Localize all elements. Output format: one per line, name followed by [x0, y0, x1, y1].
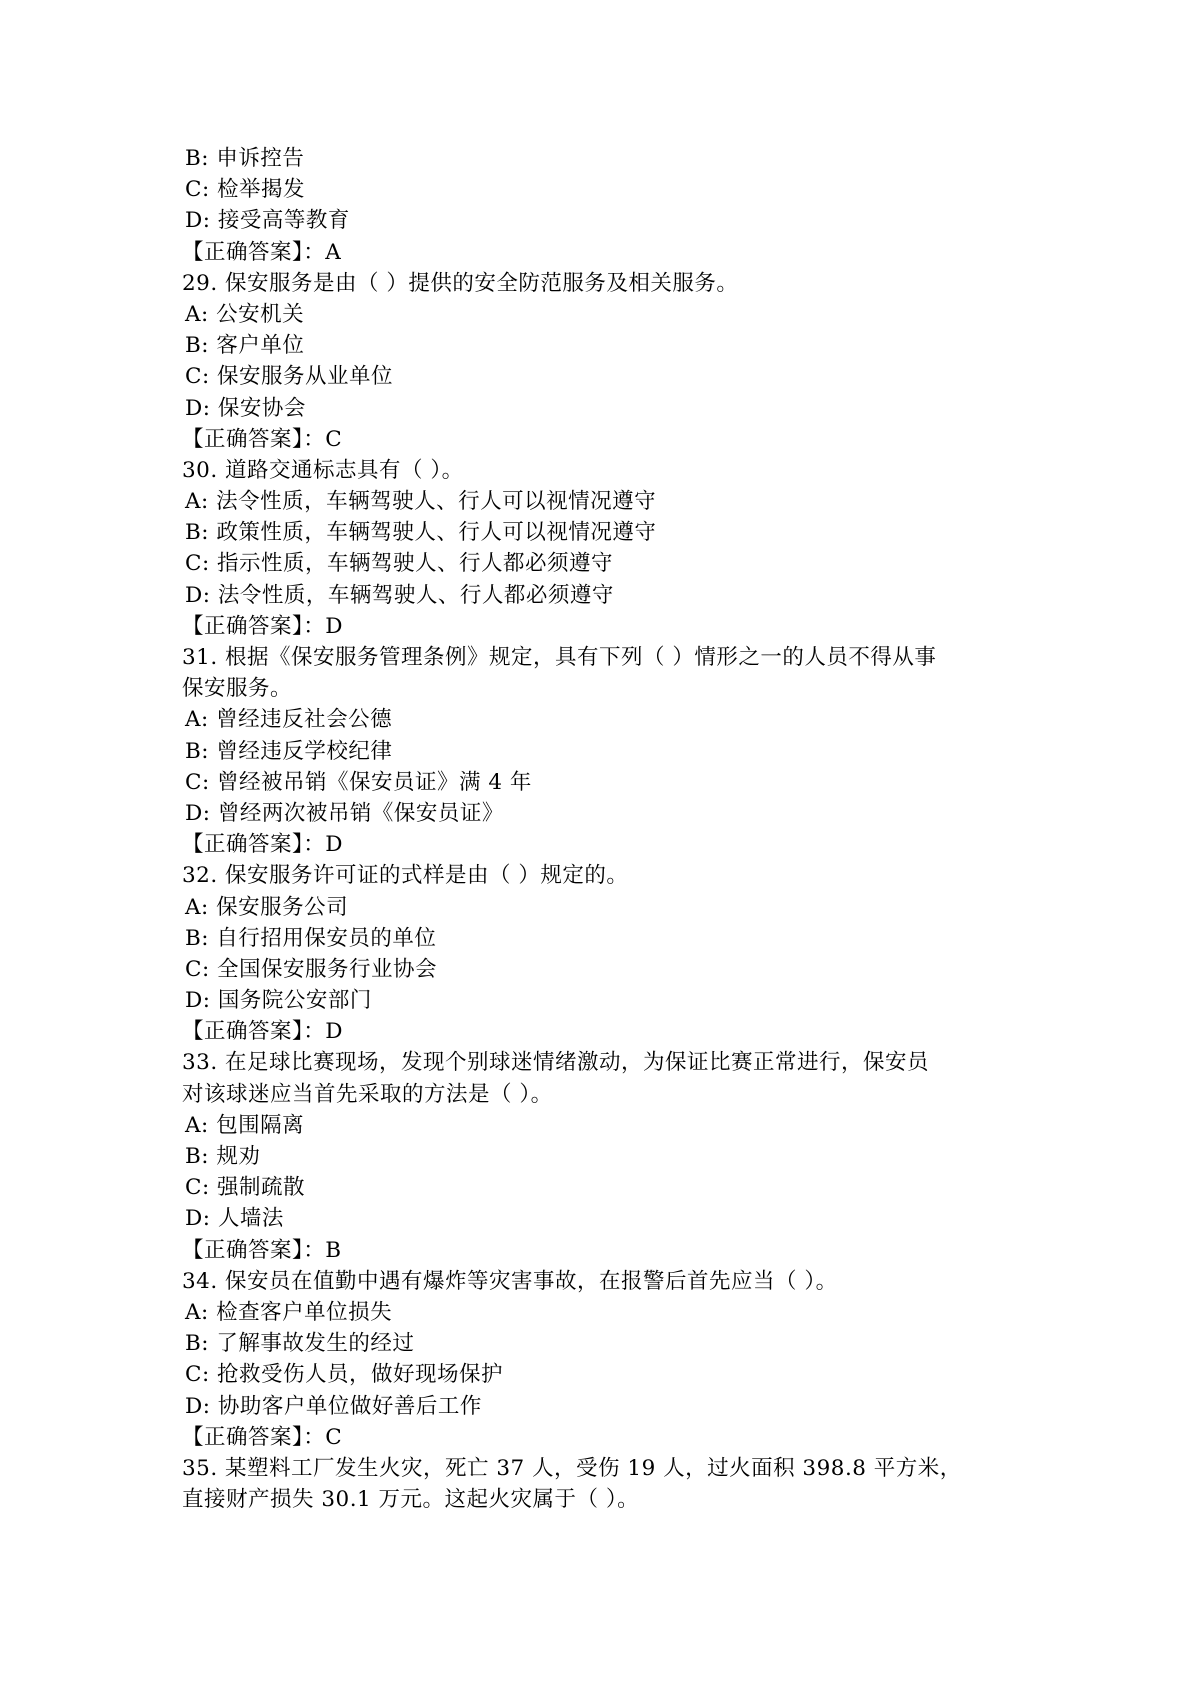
answer-option: D: 国务院公安部门	[185, 988, 372, 1014]
answer-option: A: 公安机关	[185, 301, 305, 327]
answer-option: C: 强制疏散	[185, 1175, 306, 1201]
question-text: 35. 某塑料工厂发生火灾，死亡 37 人，受伤 19 人，过火面积 398.8 平方米，	[182, 1455, 962, 1481]
answer-option: B: 了解事故发生的经过	[185, 1331, 415, 1357]
answer-option: C: 曾经被吊销《保安员证》满 4 年	[185, 769, 532, 795]
answer-option: D: 接受高等教育	[185, 208, 350, 234]
question-text: 30. 道路交通标志具有（ ）。	[182, 457, 464, 483]
question-text: 32. 保安服务许可证的式样是由（ ）规定的。	[182, 863, 629, 889]
answer-option: B: 政策性质，车辆驾驶人、行人可以视情况遵守	[185, 520, 657, 546]
question-text: 33. 在足球比赛现场，发现个别球迷情绪激动，为保证比赛正常进行，保安员	[182, 1050, 930, 1076]
answer-option: D: 人墙法	[185, 1206, 284, 1232]
answer-option: C: 指示性质，车辆驾驶人、行人都必须遵守	[185, 551, 614, 577]
answer-option: B: 申诉控告	[185, 146, 305, 171]
answer-option: A: 法令性质，车辆驾驶人、行人可以视情况遵守	[185, 489, 657, 515]
question-text: 29. 保安服务是由（ ）提供的安全防范服务及相关服务。	[182, 270, 739, 296]
answer-option: B: 曾经违反学校纪律	[185, 738, 393, 764]
correct-answer: 【正确答案】：D	[182, 613, 343, 639]
answer-option: D: 协助客户单位做好善后工作	[185, 1393, 482, 1419]
answer-option: B: 自行招用保安员的单位	[185, 925, 437, 951]
answer-option: C: 抢救受伤人员，做好现场保护	[185, 1362, 504, 1388]
answer-option: A: 保安服务公司	[185, 894, 349, 920]
answer-option: D: 曾经两次被吊销《保安员证》	[185, 800, 504, 826]
answer-option: C: 全国保安服务行业协会	[185, 956, 438, 982]
question-text: 保安服务。	[182, 676, 293, 702]
correct-answer: 【正确答案】：C	[182, 426, 343, 452]
answer-option: B: 规劝	[185, 1144, 261, 1169]
question-text: 对该球迷应当首先采取的方法是（ ）。	[182, 1081, 553, 1107]
answer-option: B: 客户单位	[185, 333, 305, 359]
correct-answer: 【正确答案】：D	[182, 832, 343, 858]
answer-option: D: 法令性质，车辆驾驶人、行人都必须遵守	[185, 582, 614, 608]
correct-answer: 【正确答案】：D	[182, 1019, 343, 1045]
correct-answer: 【正确答案】：A	[182, 239, 342, 265]
answer-option: A: 检查客户单位损失	[185, 1299, 393, 1325]
question-text: 34. 保安员在值勤中遇有爆炸等灾害事故，在报警后首先应当（ ）。	[182, 1268, 838, 1294]
answer-option: C: 检举揭发	[185, 177, 306, 203]
document-body	[182, 143, 1022, 1515]
answer-option: C: 保安服务从业单位	[185, 364, 394, 390]
answer-option: D: 保安协会	[185, 395, 306, 421]
correct-answer: 【正确答案】：B	[182, 1237, 342, 1263]
question-text: 直接财产损失 30.1 万元。这起火灾属于（ ）。	[182, 1487, 640, 1513]
answer-option: A: 包围隔离	[185, 1112, 305, 1138]
answer-option: A: 曾经违反社会公德	[185, 707, 393, 733]
question-text: 31. 根据《保安服务管理条例》规定，具有下列（ ）情形之一的人员不得从事	[182, 645, 937, 670]
correct-answer: 【正确答案】：C	[182, 1424, 343, 1450]
